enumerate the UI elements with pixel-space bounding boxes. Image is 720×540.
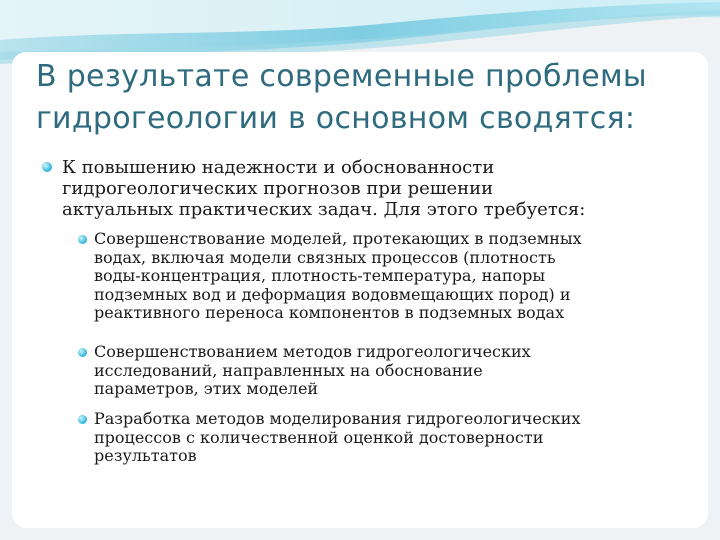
bullet-dot-icon (78, 415, 87, 424)
bullet-item-level-1 (24, 157, 674, 220)
subbullet-text (94, 343, 702, 399)
subbullet-line: исследований, направленных на обоснование (94, 360, 483, 380)
subbullet-line: Совершенствованием методов гидрогеологических (94, 342, 531, 361)
bullet-text (62, 157, 674, 220)
bullet-dot-icon (42, 162, 52, 172)
slide-title-line-1: В результате современные проблемы (36, 59, 647, 94)
bullet-dot-icon (78, 348, 87, 357)
subbullet-item-2 (72, 343, 702, 399)
subbullet-line: водах, включая модели связных процессов (плотность (94, 247, 556, 267)
subbullet-text (94, 230, 702, 323)
subbullet-line: процессов с количественной оценкой достоверности (94, 427, 544, 447)
slide-title-line-2: гидрогеологии в основном сводятся: (36, 101, 636, 136)
subbullet-line: параметров, этих моделей (94, 379, 319, 398)
subbullet-item-3 (72, 410, 702, 466)
bullet-line: актуальных практических задач. Для этого требуется: (62, 199, 586, 220)
subbullet-line: подземных вод и деформация водовмещающих пород) и (94, 284, 571, 304)
subbullet-item-1 (72, 230, 702, 323)
bullet-line: гидрогеологических прогнозов при решении (62, 178, 494, 199)
subbullet-text (94, 410, 702, 466)
subbullet-line: результатов (94, 446, 197, 465)
subbullet-line: Разработка методов моделирования гидрогеологических (94, 409, 581, 428)
subbullet-line: реактивного переноса компонентов в подземных водах (94, 303, 565, 322)
slide-title (36, 56, 696, 140)
subbullet-line: Совершенствование моделей, протекающих в подземных (94, 229, 582, 248)
bullet-dot-icon (78, 235, 87, 244)
subbullet-line: воды-концентрация, плотность-температура, напоры (94, 266, 546, 285)
bullet-line: К повышению надежности и обоснованности (62, 157, 495, 178)
